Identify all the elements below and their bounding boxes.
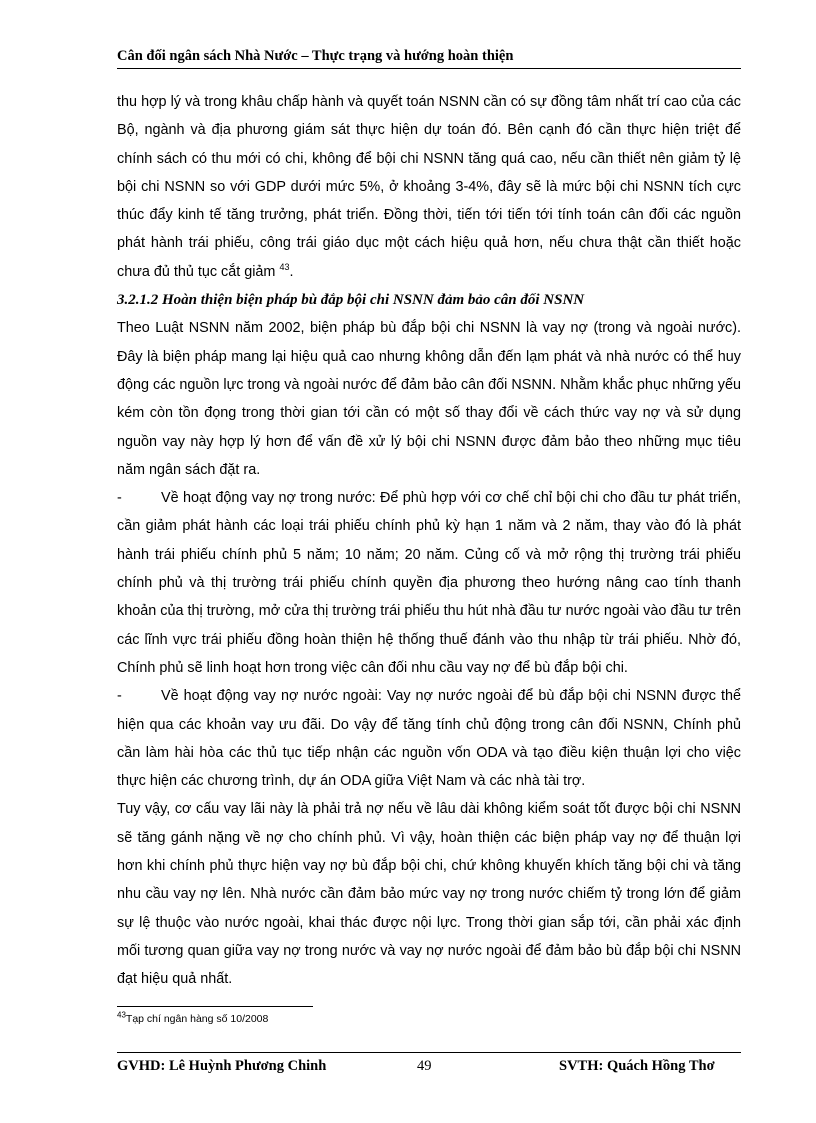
footnote-number: 43 (117, 1010, 126, 1020)
paragraph: thu hợp lý và trong khâu chấp hành và quyết toán NSNN cần có sự đồng tâm nhất trí cao của các Bộ, ngành và địa phương giám sát thực hiện dự toán đó. Bên cạnh đó cần thực hiện triệt để chính sách có thu mới có chi, không để bội chi NSNN tăng quá cao, nếu cần thiết nên giảm tỷ lệ bội chi NSNN so với GDP dưới mức 5%, ở khoảng 3-4%, đây sẽ là mức bội chi NSNN tích cực thúc đẩy kinh tế tăng trưởng, phát triển. Đồng thời, tiến tới tiến tới tính toán cân đối các nguồn phát hành trái phiếu, công trái giáo dục một cách hiệu quả hơn, nếu chưa thật cần thiết hoặc chưa đủ thủ tục cắt giảm $^{43}$. (117, 94, 741, 280)
footer-advisor: GVHD: Lê Huỳnh Phương Chinh (117, 1058, 327, 1074)
page-header-title: Cân đối ngân sách Nhà Nước – Thực trạng và hướng hoàn thiện (117, 48, 514, 64)
paragraph-text: thu hợp lý và trong khâu chấp hành và quyết toán NSNN cần có sự đồng tâm nhất trí cao của các Bộ, ngành và địa phương giám sát thực hiện dự toán đó. Bên cạnh đó cần thực hiện triệt để chính sách có thu mới có chi, không để bội chi NSNN tăng quá cao, nếu cần thiết nên giảm tỷ lệ bội chi NSNN so với GDP dưới mức 5%, ở khoảng 3-4%, đây sẽ là mức bội chi NSNN tích cực thúc đẩy kinh tế tăng trưởng, phát triển. Đồng thời, tiến tới tiến tới tính toán cân đối các nguồn phát hành trái phiếu, công trái giáo dục một cách hiệu quả hơn, nếu chưa thật cần thiết hoặc chưa đủ thủ tục cắt giảm (117, 94, 741, 280)
section-heading: 3.2.1.2 Hoàn thiện biện pháp bù đắp bội chi NSNN đảm bảo cân đối NSNN (117, 292, 585, 309)
footer-student: SVTH: Quách Hồng Thơ (559, 1058, 715, 1074)
page-body (117, 88, 741, 994)
footnote-text: Tạp chí ngân hàng số 10/2008 (125, 1013, 269, 1025)
footnote-divider (117, 1006, 313, 1007)
paragraph: Tuy vậy, cơ cấu vay lãi này là phải trả nợ nếu về lâu dài không kiểm soát tốt được bội chi NSNN sẽ tăng gánh nặng về nợ cho chính phủ. Vì vậy, hoàn thiện các biện pháp vay nợ để thuận lợi hơn khi chính phủ thực hiện vay nợ bù đắp bội chi, chứ không khuyến khích tăng bội chi và tăng nhu cầu vay nợ lên. Nhà nước cần đảm bảo mức vay nợ trong nước chiếm tỷ trong lớn để giảm sự lệ thuộc vào nước ngoài, khai thác được nội lực. Trong thời gian sắp tới, cần phải xác định mối tương quan giữa vay nợ trong nước và vay nợ nước ngoài để đảm bảo bù đắp bội chi NSNN đạt hiệu quả nhất. (117, 801, 741, 988)
bullet-dash: - (117, 490, 122, 507)
header-divider (117, 68, 741, 69)
list-item (117, 484, 741, 682)
footer-divider (117, 1052, 741, 1053)
list-item-text: Về hoạt động vay nợ trong nước: Để phù hợp với cơ chế chỉ bội chi cho đầu tư phát triển, cần giảm phát hành các loại trái phiếu chính phủ kỳ hạn 1 năm và 2 năm, thay vào đó là phát hành trái phiếu chính phủ 5 năm; 10 năm; 20 năm. Củng cố và mở rộng thị trường trái phiếu chính phủ và thị trường trái phiếu chính quyền địa phương theo hướng nâng cao tính thanh khoản của thị trường, mở cửa thị trường trái phiếu thu hút nhà đầu tư nước ngoài vào đầu tư trên các lĩnh vực trái phiếu đồng hoàn thiện hệ thống thuế đánh vào thu nhập từ trái phiếu. Nhờ đó, Chính phủ sẽ linh hoạt hơn trong việc cân đối nhu cầu vay nợ để bù đắp bội chi. (117, 490, 741, 676)
list-item-text: Về hoạt động vay nợ nước ngoài: Vay nợ nước ngoài để bù đắp bội chi NSNN được thể hiện qua các khoản vay ưu đãi. Do vậy để tăng tính chủ động trong cân đối NSNN, Chính phủ cần làm hài hòa các thủ tục tiếp nhận các nguồn vốn ODA và tạo điều kiện thuận lợi cho việc thực hiện các chương trình, dự án ODA giữa Việt Nam và các nhà tài trợ. (117, 688, 741, 790)
bullet-dash: - (117, 688, 122, 705)
page-number: 49 (417, 1058, 432, 1074)
footnote (117, 1010, 269, 1025)
paragraph: Theo Luật NSNN năm 2002, biện pháp bù đắp bội chi NSNN là vay nợ (trong và ngoài nước). Đây là biện pháp mang lại hiệu quả cao nhưng không dẫn đến lạm phát và nhà nước có thể huy động các nguồn lực trong và ngoài nước để đảm bảo cân đối NSNN. Nhằm khắc phục những yếu kém còn tồn đọng trong thời gian tới cần có một số thay đổi về cách thức vay nợ và sử dụng nguồn vay này hợp lý hơn để vấn đề xử lý bội chi NSNN được đảm bảo theo những mục tiêu năm ngân sách đặt ra. (117, 320, 741, 478)
list-item (117, 682, 741, 795)
footnote-reference: 43 (279, 261, 290, 272)
